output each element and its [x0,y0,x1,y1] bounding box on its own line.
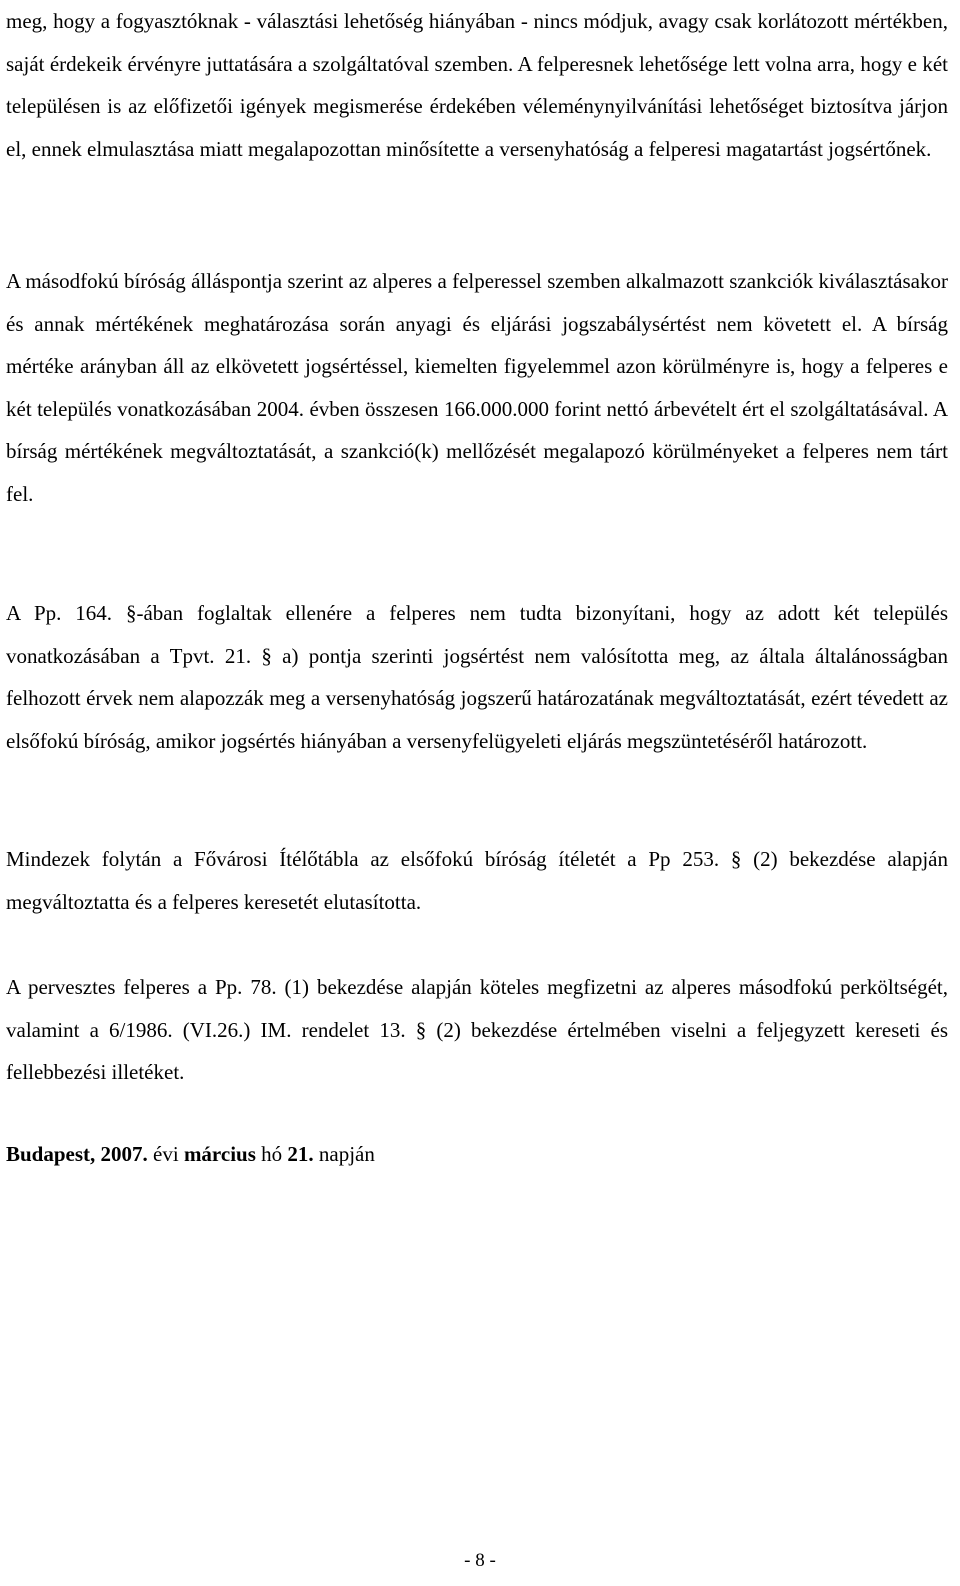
paragraph-4: Mindezek folytán a Fővárosi Ítélőtábla az elsőfokú bíróság ítéletét a Pp 253. § (2) bekezdése alapján megváltoztatta és a felperes keresetét elutasította. [6,847,948,914]
closing-evi: évi [147,1142,184,1166]
closing-city-year: Budapest, 2007. [6,1142,148,1166]
closing-napjan: napján [313,1142,375,1166]
closing-month: március [183,1142,256,1166]
paragraph-3: A Pp. 164. §-ában foglaltak ellenére a felperes nem tudta bizonyítani, hogy az adott két település vonatkozásában a Tpvt. 21. § a) pontja szerinti jogsértést nem valósította meg, az általa általánosságban felhozott érvek nem alapozzák meg a versenyhatóság jogszerű határozatának megváltoztatását, ezért tévedett az elsőfokú bíróság, amikor jogsértés hiányában a versenyfelügyeleti eljárás megszüntetéséről határozott. [6,601,948,753]
closing-date-line [6,1133,375,1175]
closing-day: 21. [287,1142,314,1166]
paragraph-2: A másodfokú bíróság álláspontja szerint az alperes a felperessel szemben alkalmazott szankciók kiválasztásakor és annak mértékének meghatározása során anyagi és eljárási jogszabálysértést nem követett el. A bírság mértéke arányban áll az elkövetett jogsértéssel, kiemelten figyelemmel azon körülményre is, hogy a felperes e két település vonatkozásában 2004. évben összesen 166.000.000 forint nettó árbevételt ért el szolgáltatásával. A bírság mértékének megváltoztatását, a szankció(k) mellőzését megalapozó körülményeket a felperes nem tárt fel. [6,269,948,506]
page-number: - 8 - [464,1550,496,1571]
paragraph-1: meg, hogy a fogyasztóknak - választási lehetőség hiányában - nincs módjuk, avagy csak korlátozott mértékben, saját érdekeik érvényre juttatására a szolgáltatóval szemben. A felperesnek lehetősége lett volna arra, hogy e két településen is az előfizetői igények megismerése érdekében véleménynyilvánítási lehetőséget biztosítva járjon el, ennek elmulasztása miatt megalapozottan minősítette a versenyhatóság a felperesi magatartást jogsértőnek. [6,9,948,161]
closing-ho: hó [255,1142,288,1166]
paragraph-5: A pervesztes felperes a Pp. 78. (1) bekezdése alapján köteles megfizetni az alperes másodfokú perköltségét, valamint a 6/1986. (VI.26.) IM. rendelet 13. § (2) bekezdése értelmében viselni a feljegyzett kereseti és fellebbezési illetéket. [6,975,948,1085]
